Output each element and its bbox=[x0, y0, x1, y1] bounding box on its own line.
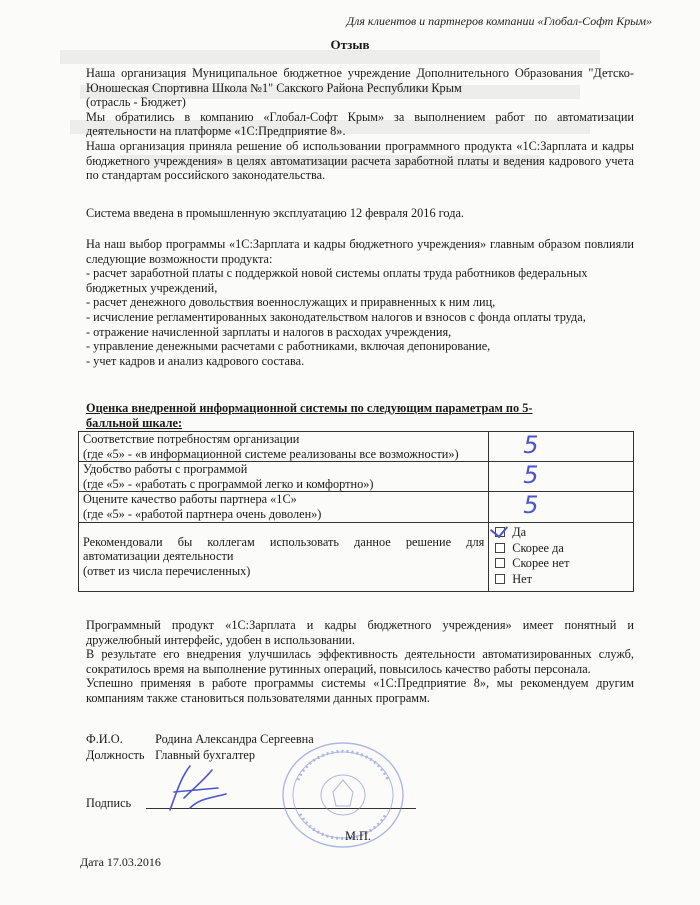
table-row bbox=[79, 462, 634, 492]
feature-item: - отражение начисленной зарплаты и налогов в расходах учреждения, bbox=[86, 324, 452, 339]
checkbox-icon[interactable] bbox=[495, 543, 505, 553]
conclusion-section bbox=[86, 618, 634, 706]
position-label: Должность bbox=[86, 748, 145, 762]
recommend-question: Рекомендовали бы коллегам использовать данное решение для автоматизации деятельности bbox=[83, 534, 485, 564]
score-cell bbox=[489, 432, 634, 462]
conclusion-paragraph-2: В результате его внедрения улучшилась эффективность деятельности автоматизированных служб, сократилось время на выполнение рутинных операций, повысилось качество работы персонала. bbox=[86, 647, 634, 676]
feature-item: - расчет денежного довольствия военнослужащих и приравненных к ним лиц, bbox=[86, 295, 496, 310]
feature-item: - управление денежными расчетами с работниками, включая депонирование, bbox=[86, 339, 491, 354]
stamp-place-label: М.П. bbox=[345, 829, 371, 843]
feature-item: - учет кадров и анализ кадрового состава. bbox=[86, 353, 305, 368]
features-section bbox=[86, 237, 634, 368]
criterion-cell bbox=[79, 462, 489, 492]
option-no[interactable] bbox=[493, 571, 629, 587]
position-value: Главный бухгалтер bbox=[155, 748, 255, 762]
conclusion-paragraph-3: Успешно применяя в работе программы системы «1С:Предприятие 8», мы рекомендуем другим компаниям также становиться пользователями данных программ. bbox=[86, 676, 634, 705]
feature-item: - расчет заработной платы с поддержкой новой системы оплаты труда работников федеральных бюджетных учреждений, bbox=[86, 266, 588, 295]
criterion-hint: (где «5» - «работать с программой легко и комфортно») bbox=[83, 476, 374, 491]
criterion-cell bbox=[79, 522, 489, 591]
table-row bbox=[79, 492, 634, 522]
criterion-title: Соответствие потребностям организации bbox=[83, 432, 300, 446]
organization-line: Наша организация Муниципальное бюджетное учреждение Дополнительного Образования "Детско-Юношеская Спортивна Школа №1" Сакского Района Республики Крым bbox=[86, 66, 634, 95]
intro-paragraph-1: Мы обратились в компанию «Глобал-Софт Крым» за выполнением работ по автоматизации деятельности на платформе «1С:Предприятие 8». bbox=[86, 109, 634, 139]
intro-paragraph-2: Наша организация приняла решение об использовании программного продукта «1С:Зарплата и кадры бюджетного учреждения» в целях автоматизации расчета заработной платы и ведения кадрового учета по стандартам российского законодательства. bbox=[86, 138, 634, 183]
document-date: Дата 17.03.2016 bbox=[80, 855, 161, 869]
option-yes[interactable] bbox=[493, 525, 629, 541]
checkbox-icon[interactable] bbox=[495, 574, 505, 584]
criterion-title: Удобство работы с программой bbox=[83, 462, 248, 477]
handwritten-signature bbox=[160, 758, 240, 818]
rating-table bbox=[78, 431, 634, 592]
option-rather-no[interactable] bbox=[493, 556, 629, 572]
commissioning-line: Система введена в промышленную эксплуатацию 12 февраля 2016 года. bbox=[86, 206, 464, 220]
official-seal-icon bbox=[278, 740, 408, 850]
fio-value: Родина Александра Сергеевна bbox=[155, 732, 314, 746]
industry-line: (отрасль - Бюджет) bbox=[86, 95, 186, 110]
checkbox-icon[interactable] bbox=[495, 527, 505, 537]
checkbox-icon[interactable] bbox=[495, 558, 505, 568]
handwritten-score: 5 bbox=[523, 431, 539, 459]
criterion-hint: (где «5» - «в информационной системе реализованы все возможности») bbox=[83, 446, 459, 461]
handwritten-score: 5 bbox=[523, 461, 539, 490]
option-label: Скорее нет bbox=[512, 556, 570, 571]
table-row bbox=[79, 522, 634, 591]
handwritten-score: 5 bbox=[523, 491, 539, 520]
option-label: Скорее да bbox=[512, 540, 564, 555]
intro-section bbox=[86, 66, 634, 183]
table-row bbox=[79, 432, 634, 462]
conclusion-paragraph-1: Программный продукт «1С:Зарплата и кадры бюджетного учреждения» имеет понятный и дружелюбный интерфейс, удобен в использовании. bbox=[86, 618, 634, 647]
criterion-hint: (где «5» - «работой партнера очень доволен») bbox=[83, 506, 322, 521]
fio-label: Ф.И.О. bbox=[86, 732, 123, 746]
score-cell bbox=[489, 462, 634, 492]
option-label: Да bbox=[512, 525, 527, 540]
option-label: Нет bbox=[512, 571, 532, 586]
recommend-options-cell bbox=[489, 522, 634, 591]
signature-row bbox=[86, 796, 152, 811]
rating-heading: Оценка внедренной информационной системы по следующим параметрам по 5-балльной шкале: bbox=[86, 401, 533, 430]
option-rather-yes[interactable] bbox=[493, 540, 629, 556]
recommend-hint: (ответ из числа перечисленных) bbox=[83, 563, 251, 578]
features-intro: На наш выбор программы «1С:Зарплата и кадры бюджетного учреждения» главным образом повлияли следующие возможности продукта: bbox=[86, 237, 634, 266]
criterion-cell bbox=[79, 492, 489, 522]
feature-item: - исчисление регламентированных законодательством налогов и взносов с фонда оплаты труда, bbox=[86, 309, 586, 324]
recommend-options bbox=[493, 525, 629, 587]
signature-label: Подпись bbox=[86, 796, 132, 810]
criterion-title: Оцените качество работы партнера «1С» bbox=[83, 492, 297, 507]
criterion-cell bbox=[79, 432, 489, 462]
header-note: Для клиентов и партнеров компании «Глобал-Софт Крым» bbox=[346, 14, 652, 28]
page-title: Отзыв bbox=[330, 37, 370, 52]
score-cell bbox=[489, 492, 634, 522]
